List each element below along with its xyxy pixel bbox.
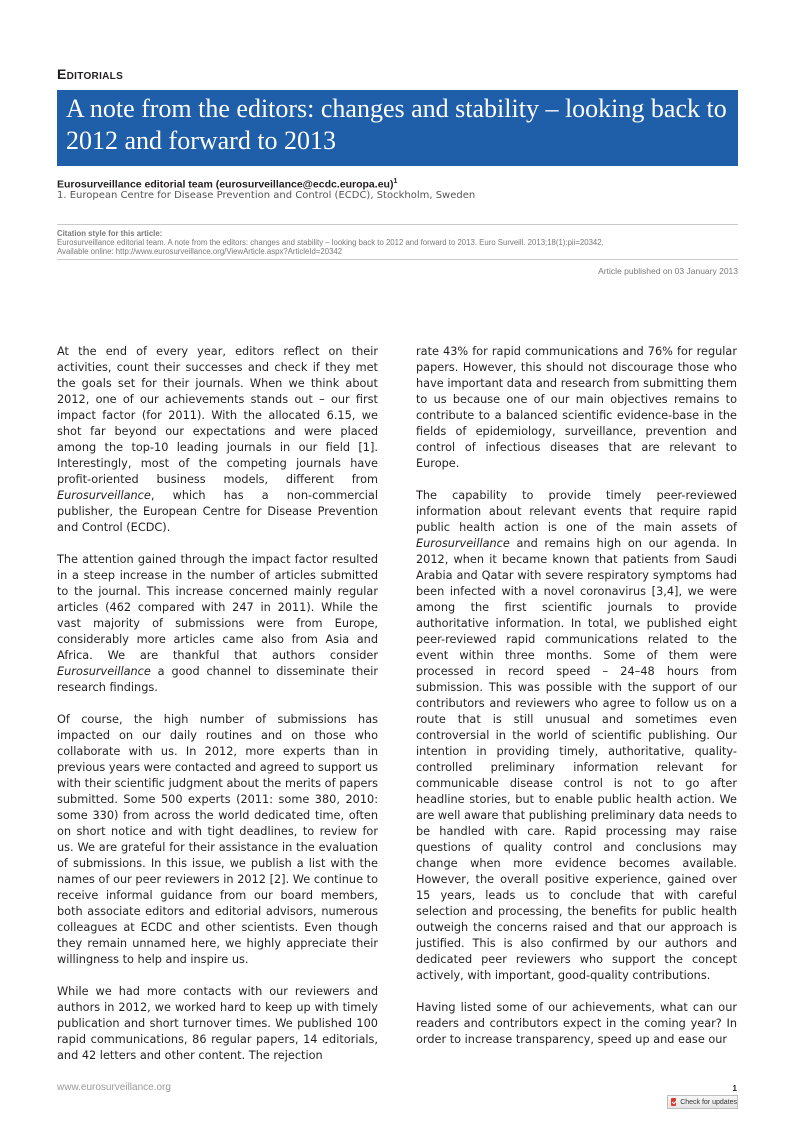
paragraph: rate 43% for rapid communications and 76% for regular papers. However, this should not discourage those who have important data and research from submitting them to us because one of our main objectives remains to contribute to a balanced scientific evidence-base in the fields of epidemiology, surveillance, prevention and control of infectious diseases that are relevant to Europe. bbox=[416, 345, 737, 470]
divider-top bbox=[57, 224, 738, 225]
citation-online-link[interactable]: Available online: http://www.eurosurveillance.org/ViewArticle.aspx?ArticleId=20342 bbox=[57, 247, 343, 256]
paragraph: Of course, the high number of submissions has impacted on our daily routines and on those who collaborate with us. In 2012, more experts than in previous years were contacted and agreed to support us with their scientific judgment about the merits of papers submitted. Some 500 experts (2011: some 380, 2010: some 330) from across the world dedicated time, often on short notice and with tight deadlines, to review for us. We are grateful for their assistance in the evaluation of submissions. In this issue, we publish a list with the names of our peer reviewers in 2012 [2]. We continue to receive informal guidance from our board members, both associate editors and editorial advisors, numerous colleagues at ECDC and other scientists. Even though they remain unnamed here, we highly appreciate their willingness to help and inspire us. bbox=[57, 713, 378, 966]
text-run: a good channel to disseminate their research findings. bbox=[57, 665, 378, 694]
journal-name: Eurosurveillance bbox=[416, 537, 510, 550]
paragraph: While we had more contacts with our reviewers and authors in 2012, we worked hard to keep up with timely publication and short turnover times. We published 100 rapid communications, 86 regular papers, 14 editorials, and 42 letters and other content. The rejection bbox=[57, 985, 378, 1062]
title-banner bbox=[57, 90, 738, 166]
paragraph bbox=[416, 488, 737, 984]
text-run: At the end of every year, editors reflect on their activities, count their successes and check if they met the goals set for their journals. When we think about 2012, one of our achievements stands out – our first impact factor (for 2011). With the allocated 6.15, we shot far beyond our expectations and were placed among the top-10 leading journals in our field [1]. Interestingly, most of the competing journals have profit-oriented business models, different from bbox=[57, 345, 378, 486]
journal-name: Eurosurveillance bbox=[57, 665, 151, 678]
citation-text: Eurosurveillance editorial team. A note from the editors: changes and stability – looking back to 2012 and forward to 2013. Euro Surveill. 2013;18(1):pii=20342. bbox=[57, 238, 604, 247]
text-run: The attention gained through the impact factor resulted in a steep increase in the number of articles submitted to the journal. This increase concerned mainly regular articles (462 compared with 247 in 2011). While the vast majority of submissions were from Europe, considerably more articles came also from Asia and Africa. We are thankful that authors consider bbox=[57, 553, 378, 662]
author-names: Eurosurveillance editorial team (eurosurveillance@ecdc.europa.eu) bbox=[57, 178, 394, 191]
check-for-updates-button[interactable] bbox=[667, 1095, 738, 1109]
page-number: 1 bbox=[732, 1084, 737, 1093]
text-run: and remains high on our agenda. In 2012, when it became known that patients from Saudi Arabia and Qatar with severe respiratory symptoms had been infected with a novel coronavirus [3,4], we were among the first scientific journals to provide authoritative information. In total, we published eight peer-reviewed rapid communications related to the event within three months. Some of them were processed in record speed – 24–48 hours from submission. This was possible with the support of our contributors and reviewers who agree to follow us on a route that is still unusual and sometimes even controversial in the world of scientific publishing. Our intention in providing timely, authoritative, quality-controlled preliminary information relevant for communicable disease control is not to go after headline stories, but to enable public health action. We are well aware that publishing preliminary data needs to be handled with care. Rapid processing may raise questions of quality control and conclusions may change when more evidence becomes available. However, the overall positive experience, gained over 15 years, leads us to conclude that with careful selection and processing, the benefits for public health outweigh the concerns raised and that our approach is justified. This is also confirmed by our authors and dedicated peer reviewers who support the concept actively, with important, good-quality contributions. bbox=[416, 537, 737, 982]
text-run: , which has a non-commercial publisher, the European Centre for Disease Prevention and Control (ECDC). bbox=[57, 489, 378, 534]
citation-heading: Citation style for this article: bbox=[57, 229, 163, 238]
article-title: A note from the editors: changes and stability – looking back to 2012 and forward to 2013 bbox=[66, 94, 727, 155]
column-left bbox=[57, 344, 378, 1080]
footer-url[interactable]: www.eurosurveillance.org bbox=[57, 1082, 171, 1093]
paragraph bbox=[57, 344, 378, 536]
text-run: The capability to provide timely peer-reviewed information about relevant events that require rapid public health action is one of the main assets of bbox=[416, 489, 737, 534]
check-updates-icon bbox=[671, 1098, 676, 1106]
affiliation: 1. European Centre for Disease Prevention and Control (ECDC), Stockholm, Sweden bbox=[57, 190, 476, 201]
paragraph: Having listed some of our achievements, what can our readers and contributors expect in the coming year? In order to increase transparency, speed up and ease our bbox=[416, 1001, 737, 1046]
check-updates-label: Check for updates bbox=[680, 1098, 737, 1106]
citation-block bbox=[57, 229, 738, 256]
journal-name: Eurosurveillance bbox=[57, 489, 151, 502]
paragraph bbox=[57, 552, 378, 696]
divider-bottom bbox=[57, 259, 738, 260]
published-date: Article published on 03 January 2013 bbox=[598, 266, 738, 276]
author-line bbox=[57, 178, 397, 191]
section-label: Editorials bbox=[57, 66, 124, 82]
author-affiliation-marker: 1 bbox=[393, 178, 398, 185]
column-right bbox=[416, 344, 737, 1064]
